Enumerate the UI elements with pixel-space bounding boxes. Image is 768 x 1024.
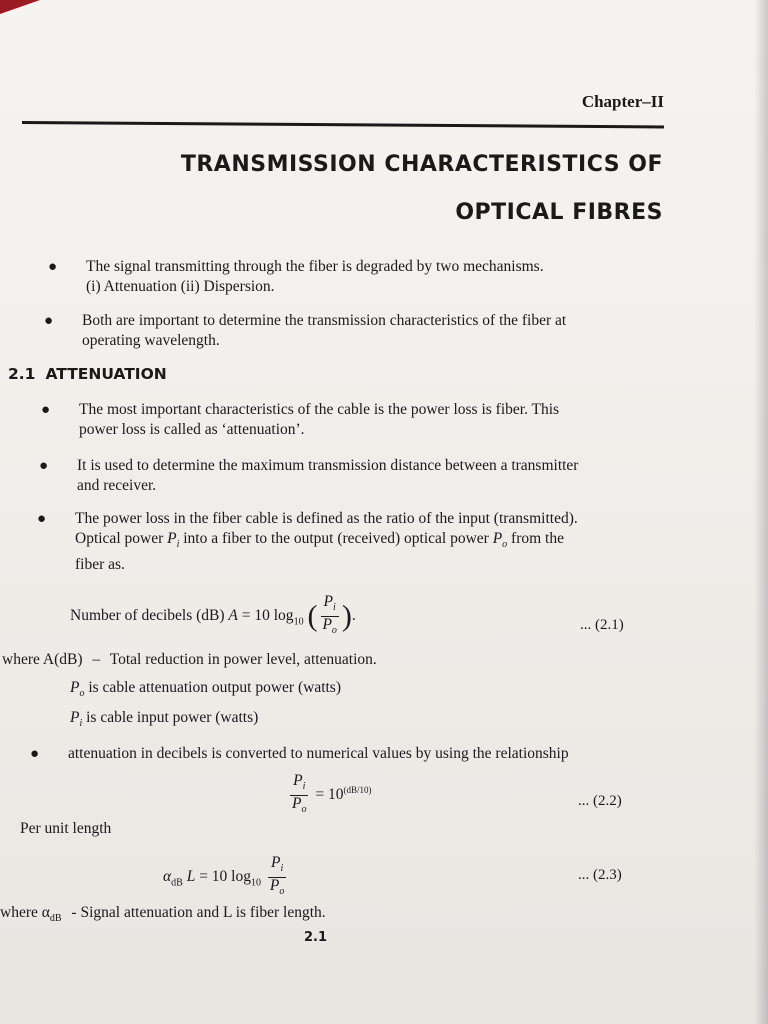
bullet-dot: ●	[30, 746, 40, 762]
eq-var: A	[228, 607, 238, 625]
bullet-text: attenuation in decibels is converted to numerical values by using the relationship	[68, 745, 569, 762]
denominator: P	[322, 616, 332, 634]
bullet-dot: ●	[44, 313, 54, 329]
where-def-po-line	[70, 679, 341, 699]
fraction	[289, 773, 309, 818]
where-dash: –	[92, 651, 101, 668]
exponent: (dB/10)	[343, 785, 372, 795]
log-base: 10	[293, 616, 304, 628]
bullet-dot: ●	[37, 511, 47, 527]
intro-bullet-1	[48, 257, 676, 297]
symbol-p-o: $P_o$	[70, 679, 85, 700]
bullet-text: fiber as.	[75, 556, 125, 574]
bullet-text: Both are important to determine the transmission characteristics of the fiber at	[82, 312, 567, 329]
bullet-text: (i) Attenuation (ii) Dispersion.	[86, 278, 275, 295]
chapter-title-line2: OPTICAL FIBRES	[455, 200, 663, 225]
numerator-sub: i	[333, 602, 336, 614]
section-bullet-1	[41, 400, 669, 440]
intro-bullet-2	[44, 311, 672, 351]
equation-number-2-3: ... (2.3)	[578, 867, 622, 883]
bullet-text: The power loss in the fiber cable is defined as the ratio of the input (transmitted).	[75, 510, 578, 527]
section-bullet-3	[37, 509, 675, 575]
bullet-dot: ●	[48, 259, 58, 275]
bullet-conversion	[30, 744, 668, 764]
symbol-p-o: $P_o$	[492, 530, 508, 551]
bullet-dot: ●	[39, 458, 49, 474]
denominator-sub: o	[301, 804, 307, 816]
eq-rhs: = 10	[315, 786, 344, 804]
symbol-p-i: $P_i$	[167, 530, 180, 551]
where-label: where α	[0, 904, 50, 921]
equation-number-2-1: ... (2.1)	[580, 617, 624, 633]
chapter-title-line1: TRANSMISSION CHARACTERISTICS OF	[180, 152, 663, 177]
where-def-alpha: - Signal attenuation and L is fiber length.	[71, 904, 326, 921]
where-def-pi-line	[70, 709, 258, 729]
equation-2-3	[163, 855, 289, 900]
numerator-sub: i	[302, 781, 306, 793]
eq-lhs: Number of decibels (dB)	[70, 607, 225, 625]
where-label-sub: dB	[49, 913, 62, 925]
equation-number-2-2: ... (2.2)	[578, 793, 622, 809]
where-label: where A(dB)	[2, 651, 83, 668]
alpha-sub: dB	[171, 877, 183, 889]
bullet-text: The signal transmitting through the fiber is degraded by two mechanisms.	[86, 258, 544, 275]
bullet-text: operating wavelength.	[82, 332, 220, 349]
fraction	[319, 594, 339, 639]
denominator-sub: o	[331, 625, 337, 637]
bullet-text-part: from the	[511, 530, 564, 547]
numerator: P	[270, 854, 281, 871]
where-block-2	[0, 904, 326, 924]
section-number: 2.1	[8, 365, 36, 383]
chapter-label: Chapter–II	[581, 92, 664, 111]
symbol-p-i: $P_i$	[70, 709, 83, 730]
numerator-sub: i	[280, 863, 284, 875]
bullet-text: and receiver.	[77, 477, 157, 494]
section-heading	[8, 365, 167, 383]
numerator: P	[293, 772, 303, 789]
eq-rhs: = 10 log	[199, 868, 251, 886]
eq-rhs: = 10 log	[241, 607, 294, 625]
denominator-sub: o	[279, 886, 285, 898]
bullet-text: It is used to determine the maximum transmission distance between a transmitter	[77, 457, 579, 474]
bullet-text	[75, 529, 675, 555]
log-base: 10	[251, 877, 261, 889]
page-edge-shadow	[754, 0, 768, 1024]
paren-open: (	[307, 599, 318, 633]
numerator: P	[323, 593, 334, 610]
bullet-text: The most important characteristics of the cable is the power loss is fiber. This	[79, 401, 560, 418]
where-block-1	[2, 651, 377, 669]
section-bullet-2	[39, 456, 667, 496]
bullet-text-part: into a fiber to the output (received) optical power	[183, 530, 489, 547]
denominator: P	[292, 795, 302, 813]
where-def-attenuation: Total reduction in power level, attenuation.	[109, 651, 377, 668]
fraction	[267, 855, 287, 900]
section-title: ATTENUATION	[45, 365, 167, 383]
page-corner-mark	[0, 0, 40, 14]
bullet-text-part: Optical power	[75, 530, 164, 547]
equation-2-1: Number of decibels (dB) A = 10 $\log_{10}$ ( $\frac{P_i}{P_o}$ ).	[70, 594, 356, 639]
per-unit-length: Per unit length	[20, 820, 112, 837]
where-def-po: is cable attenuation output power (watts)	[88, 679, 342, 696]
bullet-dot: ●	[41, 402, 51, 418]
where-def-pi: is cable input power (watts)	[86, 709, 259, 726]
page-number: 2.1	[304, 930, 328, 945]
paren-close: )	[341, 599, 352, 633]
alpha-symbol: α	[163, 868, 172, 886]
bullet-text: power loss is called as ‘attenuation’.	[79, 421, 305, 438]
length-symbol: L	[186, 868, 196, 886]
denominator: P	[269, 877, 280, 895]
equation-2-2	[287, 773, 371, 818]
header-rule	[22, 121, 664, 128]
